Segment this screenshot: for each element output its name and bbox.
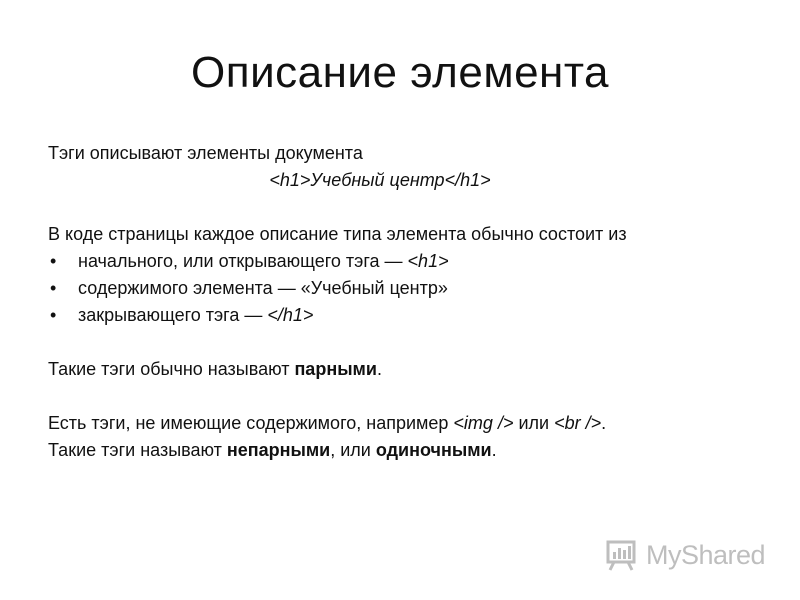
paired-tags-text xyxy=(48,356,748,383)
unpaired-or: или xyxy=(513,413,555,433)
unpaired-tags-text xyxy=(48,410,748,437)
example-close-tag: </h1> xyxy=(444,170,491,190)
bullet-item-opening-tag xyxy=(48,248,748,275)
img-tag-code: <img /> xyxy=(453,413,514,433)
paired-term: парными xyxy=(294,359,377,379)
bullet-item-content xyxy=(48,275,748,302)
example-content: Учебный центр xyxy=(310,170,445,190)
unpaired-suffix: . xyxy=(601,413,607,433)
bullet-marker: • xyxy=(50,278,57,298)
myshared-watermark xyxy=(606,536,765,574)
intro-text: Тэги описывают элементы документа xyxy=(48,143,363,163)
example-open-tag: <h1> xyxy=(269,170,311,190)
unpaired2-prefix: Такие тэги называют xyxy=(48,440,227,460)
unpaired2-mid: , или xyxy=(330,440,376,460)
watermark-text: MyShared xyxy=(646,539,766,570)
paired-suffix: . xyxy=(376,359,382,379)
bullet-item-closing-tag xyxy=(48,302,748,329)
br-tag-code: <br /> xyxy=(554,413,602,433)
unpaired-prefix: Есть тэги, не имеющие содержимого, например xyxy=(48,413,454,433)
composition-intro: В коде страницы каждое описание типа элемента обычно состоит из xyxy=(48,224,627,244)
slide-title: Описание элемента xyxy=(191,48,609,97)
example-code xyxy=(48,167,748,194)
bullet-text: начального, или открывающего тэга — xyxy=(78,251,408,271)
unpaired-definition-text xyxy=(48,437,748,464)
paired-prefix: Такие тэги обычно называют xyxy=(48,359,295,379)
bullet-code: </h1> xyxy=(267,305,314,325)
bullet-marker: • xyxy=(50,305,57,325)
bullet-text: содержимого элемента — «Учебный центр» xyxy=(78,278,448,298)
unpaired-term: непарными xyxy=(226,440,331,460)
myshared-logo-icon xyxy=(606,538,640,572)
bullet-text: закрывающего тэга — xyxy=(78,305,268,325)
unpaired2-suffix: . xyxy=(491,440,497,460)
bullet-marker: • xyxy=(50,251,57,271)
single-term: одиночными xyxy=(375,440,492,460)
slide-body xyxy=(48,140,748,464)
bullet-code: <h1> xyxy=(407,251,449,271)
